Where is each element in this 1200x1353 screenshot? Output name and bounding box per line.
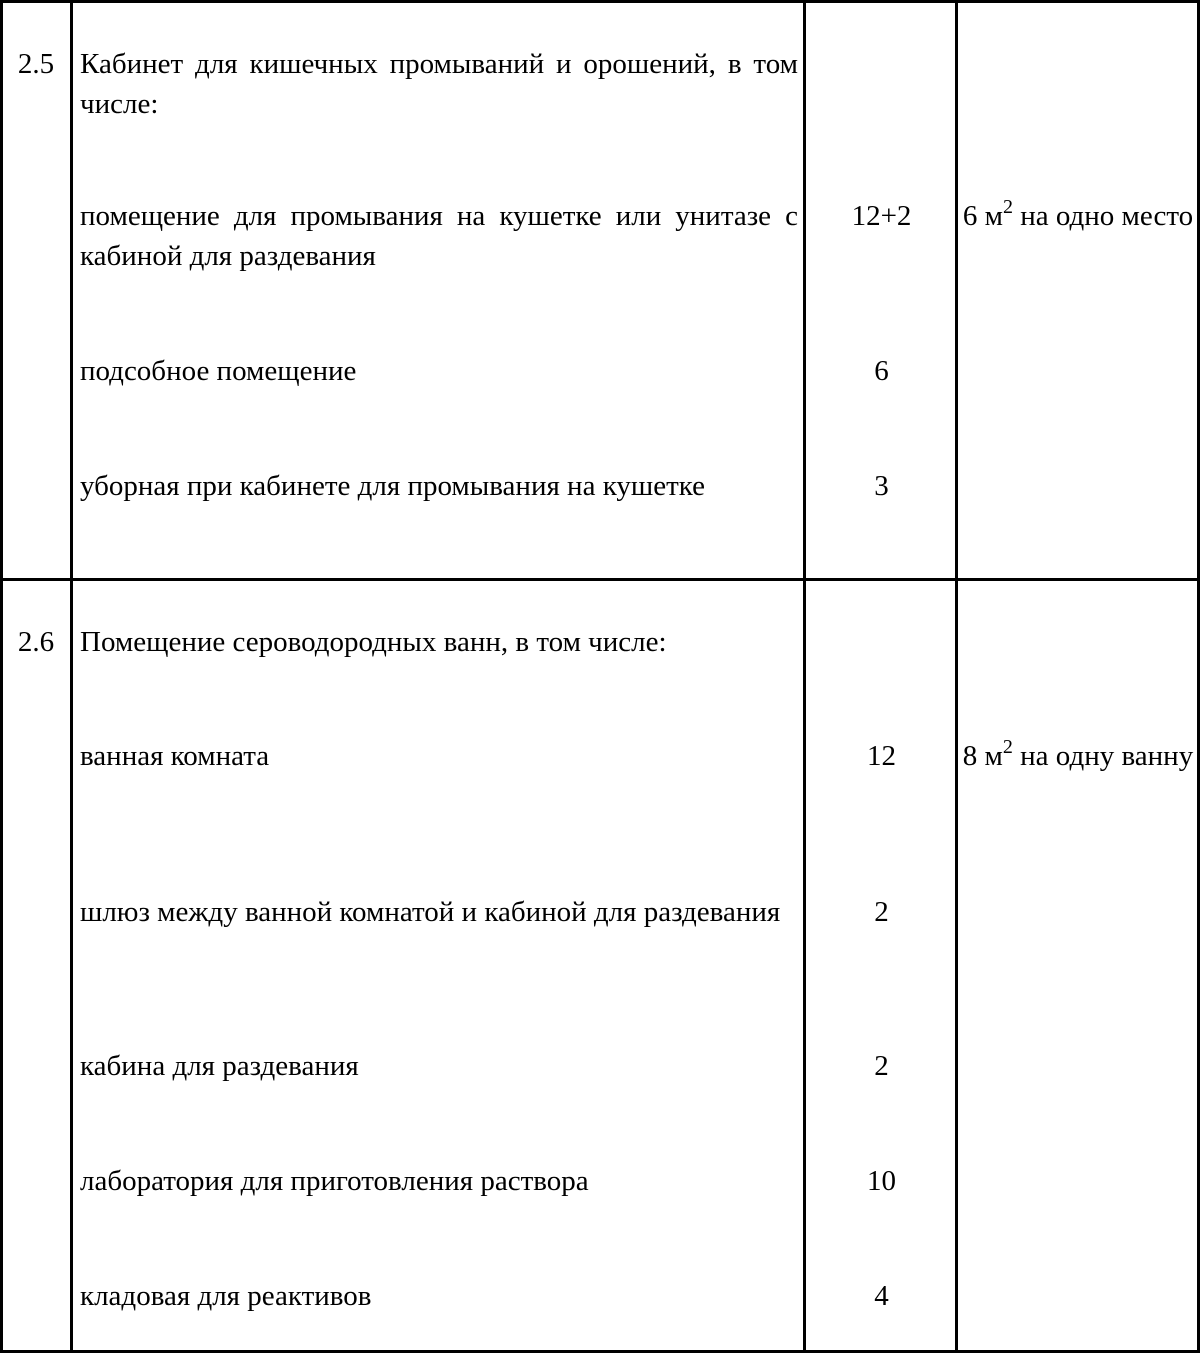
room-area: 3	[874, 470, 889, 502]
room-area: 10	[867, 1165, 896, 1197]
room-area: 12	[867, 740, 896, 772]
norm-note-value: 6 м	[962, 200, 1003, 232]
section-title: Помещение сероводородных ванн, в том числе:	[80, 626, 667, 658]
table-top-border	[0, 0, 1200, 3]
norm-note	[959, 736, 1197, 776]
room-area: 12+2	[851, 200, 912, 232]
norm-note-exponent: 2	[1002, 736, 1013, 758]
norm-note-exponent: 2	[1002, 196, 1013, 218]
section-divider	[0, 578, 1200, 581]
room-name: ванная комната	[80, 740, 270, 772]
room-name: помещение для промывания на кушетке или унитазе с кабиной для раздевания	[80, 200, 798, 272]
room-name: подсобное помещение	[80, 355, 357, 387]
norm-note-text: на одну ванну	[1012, 740, 1194, 772]
section-number: 2.6	[17, 626, 55, 658]
norm-note	[959, 196, 1197, 236]
column-divider-number	[70, 0, 73, 1353]
room-name: кладовая для реактивов	[80, 1280, 372, 1312]
table-left-border	[0, 0, 3, 1353]
section-number: 2.5	[17, 48, 55, 80]
room-name: кабина для раздевания	[80, 1050, 359, 1082]
room-area: 2	[874, 896, 889, 928]
norm-note-value: 8 м	[962, 740, 1003, 772]
room-area: 2	[874, 1050, 889, 1082]
room-name: шлюз между ванной комнатой и кабиной для раздевания	[80, 896, 781, 928]
room-area: 6	[874, 355, 889, 387]
room-name: лаборатория для приготовления раствора	[80, 1165, 589, 1197]
room-name: уборная при кабинете для промывания на кушетке	[80, 470, 705, 502]
section-title: Кабинет для кишечных промываний и орошений, в том числе:	[80, 48, 798, 120]
room-area: 4	[874, 1280, 889, 1312]
norm-note-text: на одно место	[1012, 200, 1194, 232]
